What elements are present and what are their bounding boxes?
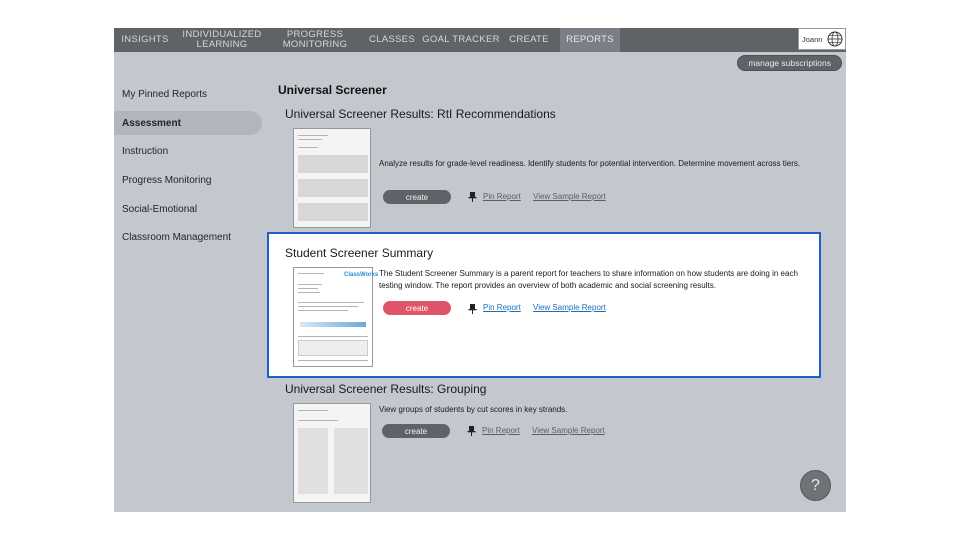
view-sample-report-link[interactable]: View Sample Report: [532, 426, 605, 435]
report-description: View groups of students by cut scores in key strands.: [379, 405, 568, 414]
help-button[interactable]: ?: [800, 470, 831, 501]
pin-icon[interactable]: [467, 426, 476, 436]
create-button[interactable]: create: [383, 190, 451, 204]
pin-report-link[interactable]: Pin Report: [482, 426, 520, 435]
report-description: The Student Screener Summary is a parent report for teachers to share information on how students are doing in each testing window. The report provides an overview of both academic and social screening results.: [379, 269, 798, 290]
sidebar-item-pinned-reports[interactable]: My Pinned Reports: [122, 88, 208, 100]
report-thumbnail[interactable]: [293, 128, 371, 228]
sidebar-item-classroom-management[interactable]: Classroom Management: [122, 231, 231, 243]
view-sample-report-link[interactable]: View Sample Report: [533, 303, 606, 312]
globe-avatar-icon: [827, 31, 843, 47]
report-title: Student Screener Summary: [285, 246, 434, 260]
pin-icon[interactable]: [468, 192, 477, 202]
nav-progress-monitoring[interactable]: PROGRESS MONITORING: [282, 29, 348, 50]
sidebar-item-assessment[interactable]: Assessment: [114, 111, 262, 135]
create-button[interactable]: create: [382, 424, 450, 438]
section-title: Universal Screener: [278, 83, 387, 97]
report-description: Analyze results for grade-level readiness. Identify students for potential intervention. Determine movement across tiers.: [379, 159, 801, 168]
nav-create[interactable]: CREATE: [509, 34, 549, 45]
view-sample-report-link[interactable]: View Sample Report: [533, 192, 606, 201]
pin-report-link[interactable]: Pin Report: [483, 192, 521, 201]
sidebar-item-progress-monitoring[interactable]: Progress Monitoring: [122, 174, 212, 186]
user-menu[interactable]: [798, 28, 846, 50]
report-title: Universal Screener Results: Grouping: [285, 382, 487, 396]
sidebar-item-social-emotional[interactable]: Social-Emotional: [122, 203, 198, 215]
nav-classes[interactable]: CLASSES: [369, 34, 415, 45]
nav-reports[interactable]: REPORTS: [560, 28, 620, 52]
nav-goal-tracker[interactable]: GOAL TRACKER: [422, 34, 500, 45]
pin-report-link[interactable]: Pin Report: [483, 303, 521, 312]
nav-insights[interactable]: INSIGHTS: [121, 34, 169, 45]
report-title: Universal Screener Results: RtI Recommendations: [285, 107, 556, 121]
create-button[interactable]: create: [383, 301, 451, 315]
report-thumbnail[interactable]: ClassWorks: [293, 267, 373, 367]
top-navigation: [114, 28, 846, 52]
report-card-student-screener-summary: [267, 232, 821, 378]
report-card-grouping: [268, 380, 828, 510]
report-thumbnail[interactable]: [293, 403, 371, 503]
user-name: Joann: [802, 34, 823, 44]
nav-individualized-learning[interactable]: INDIVIDUALIZED LEARNING: [182, 29, 262, 50]
manage-subscriptions-button[interactable]: manage subscriptions: [737, 55, 842, 71]
report-card-rti: [268, 76, 846, 256]
pin-icon[interactable]: [468, 304, 477, 314]
sidebar-item-instruction[interactable]: Instruction: [122, 145, 169, 157]
